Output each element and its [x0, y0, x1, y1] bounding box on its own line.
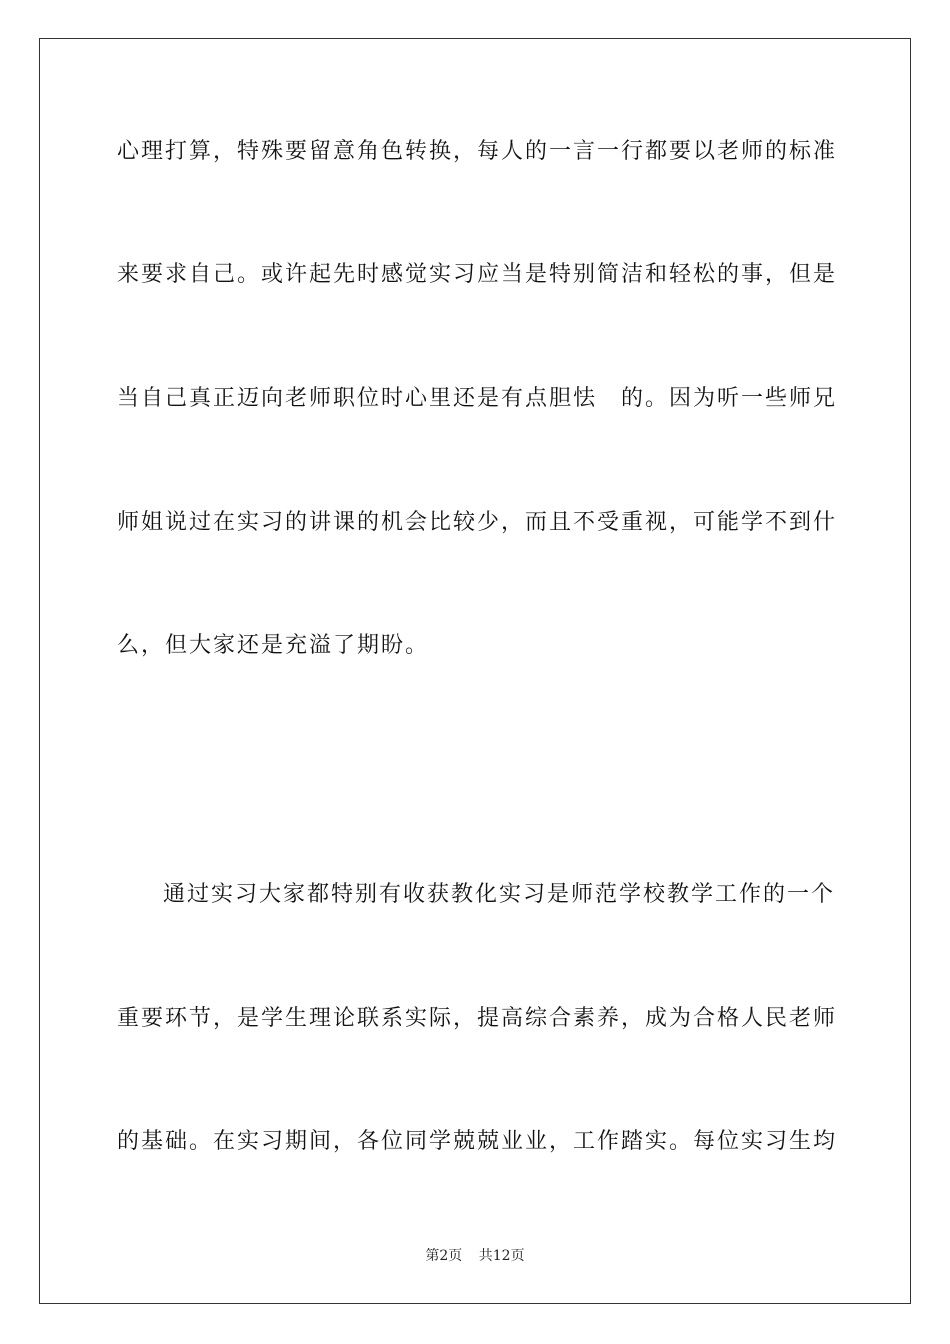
- page-border: [39, 38, 911, 1304]
- text-line: 心理打算，特殊要留意角色转换，每人的一言一行都要以老师的标准: [117, 139, 838, 164]
- text-line: 通过实习大家都特别有收获教化实习是师范学校教学工作的一个: [163, 882, 836, 907]
- total-pages: 共12页: [478, 1248, 525, 1264]
- text-line: 重要环节，是学生理论联系实际，提高综合素养，成为合格人民老师: [117, 1006, 838, 1031]
- text-line: 当自己真正迈向老师职位时心里还是有点胆怯 的。因为听一些师兄: [117, 386, 838, 411]
- text-line: 师姐说过在实习的讲课的机会比较少，而且不受重视，可能学不到什: [117, 510, 838, 535]
- text-line: 么，但大家还是充溢了期盼。: [117, 633, 430, 658]
- page-footer: [0, 1246, 950, 1266]
- text-line: 的基础。在实习期间，各位同学兢兢业业，工作踏实。每位实习生均: [117, 1129, 838, 1154]
- page-number: 第2页: [425, 1248, 463, 1264]
- text-line: 来要求自己。或许起先时感觉实习应当是特别简洁和轻松的事，但是: [117, 262, 838, 287]
